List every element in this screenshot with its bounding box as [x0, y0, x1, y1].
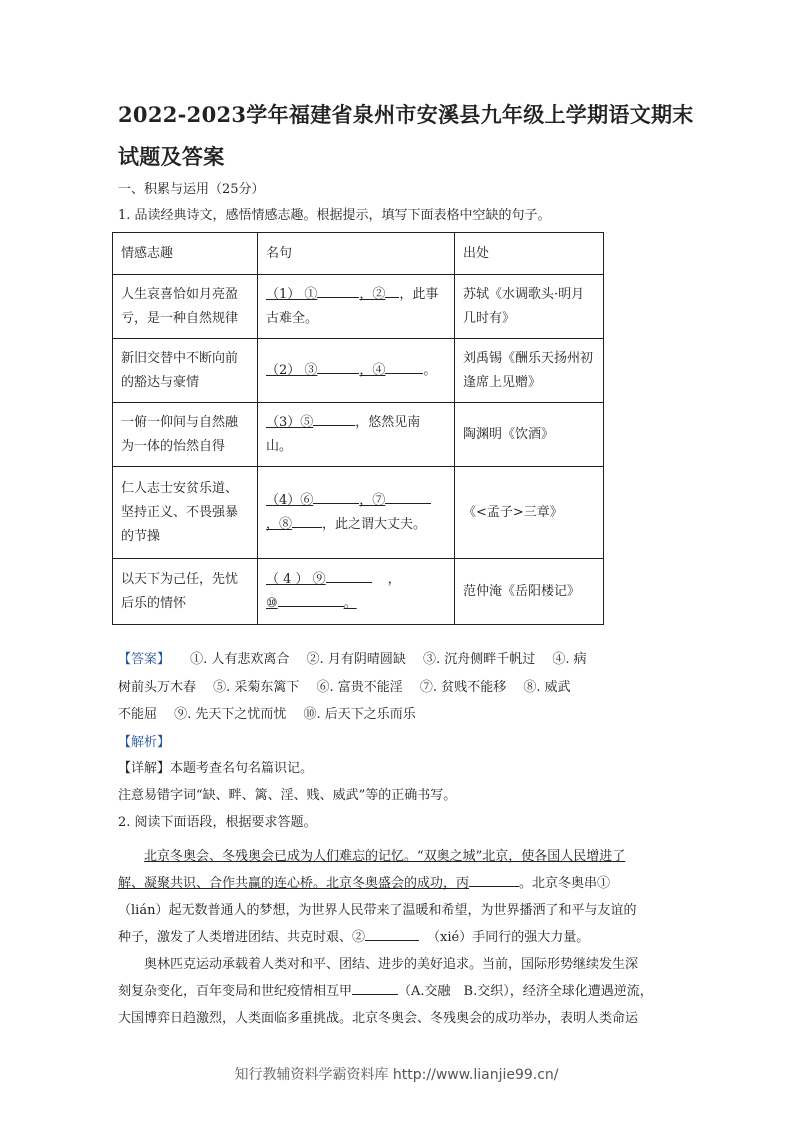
table-row — [113, 403, 604, 467]
poetry-table — [112, 232, 604, 625]
table-header-cell: 名句 — [258, 233, 455, 275]
section-heading: 一、积累与运用（25分） — [118, 182, 265, 197]
answer-tag: 【答案】 — [118, 652, 171, 667]
answer-line: 树前头万木春 ⑤. 采菊东篱下 ⑥. 富贵不能淫 ⑦. 贫贱不能移 ⑧. 威武 — [118, 680, 571, 695]
answer-line: 【答案】 ①. 人有悲欢离合 ②. 月有阴晴圆缺 ③. 沉舟侧畔千帆过 ④. 病 — [118, 652, 587, 667]
table-cell-theme: 人生哀喜恰如月亮盈亏，是一种自然规律 — [113, 275, 258, 339]
detail-line: 【详解】本题考查名句名篇识记。 — [118, 761, 314, 776]
analysis-tag: 【解析】 — [118, 735, 171, 750]
answer-line: 不能屈 ⑨. 先天下之忧而忧 ⑩. 后天下之乐而乐 — [118, 707, 416, 722]
table-cell-quote: （4）⑥ ，⑦ ，⑧ ，此之谓大丈夫。 — [258, 467, 455, 559]
question-2-prompt: 2. 阅读下面语段，根据要求答题。 — [118, 815, 317, 830]
table-cell-theme: 一俯一仰间与自然融为一体的怡然自得 — [113, 403, 258, 467]
note-line: 注意易错字词“缺、畔、篱、淫、贱、威武”等的正确书写。 — [118, 788, 457, 803]
reading-paragraph-2: 奥林匹克运动承载着人类对和平、团结、进步的美好追求。当前，国际形势继续发生深 刻复杂变化，百年变局和世纪疫情相互甲 （A.交融 B.交织），经济全球化遭遇逆流， 大国博弈日趋激烈，人类面临多重挑战。北京冬奥会、冬残奥会的成功举办，表明人类命运 — [118, 957, 653, 1026]
table-cell-source: 刘禹锡《酬乐天扬州初逢席上见赠》 — [455, 339, 604, 403]
footer-watermark: 知行教辅资料学霸资料库 http://www.lianjie99.cn/ — [234, 1067, 559, 1083]
table-cell-quote: （2） ③ ，④ 。 — [258, 339, 455, 403]
table-cell-source: 范仲淹《岳阳楼记》 — [455, 559, 604, 625]
table-cell-source: 陶渊明《饮酒》 — [455, 403, 604, 467]
table-row — [113, 339, 604, 403]
table-cell-theme: 仁人志士安贫乐道、坚持正义、不畏强暴的节操 — [113, 467, 258, 559]
table-cell-quote: （3）⑤ ，悠然见南山。 — [258, 403, 455, 467]
table-cell-theme: 以天下为己任，先忧后乐的情怀 — [113, 559, 258, 625]
table-header-cell: 出处 — [455, 233, 604, 275]
table-header-row — [113, 233, 604, 275]
document-title: 2022-2023学年福建省泉州市安溪县九年级上学期语文期末试题及答案 — [118, 102, 694, 169]
table-row — [113, 559, 604, 625]
table-cell-quote: （1） ① ，② ，此事古难全。 — [258, 275, 455, 339]
table-cell-source: 苏轼《水调歌头·明月几时有》 — [455, 275, 604, 339]
question-1-prompt: 1. 品读经典诗文，感悟情感志趣。根据提示，填写下面表格中空缺的句子。 — [118, 208, 551, 223]
table-cell-source: 《<孟子>三章》 — [455, 467, 604, 559]
table-row — [113, 275, 604, 339]
table-header-cell: 情感志趣 — [113, 233, 258, 275]
table-row — [113, 467, 604, 559]
table-cell-quote: （ 4 ） ⑨ ， ⑩ 。 — [258, 559, 455, 625]
table-cell-theme: 新旧交替中不断向前的豁达与豪情 — [113, 339, 258, 403]
reading-paragraph-1: 北京冬奥会、冬残奥会已成为人们难忘的记忆。“双奥之城”北京，使各国人民增进了 解、凝聚共识、合作共赢的连心桥。北京冬奥盛会的成功，丙 。北京冬奥串① （lián）起无数普通人的梦想，为世界人民带来了温暖和希望，为世界播洒了和平与友谊的 种子，激发了人类增进团结、共克时艰、② （xié）手同行的强大力量。 — [118, 849, 637, 945]
